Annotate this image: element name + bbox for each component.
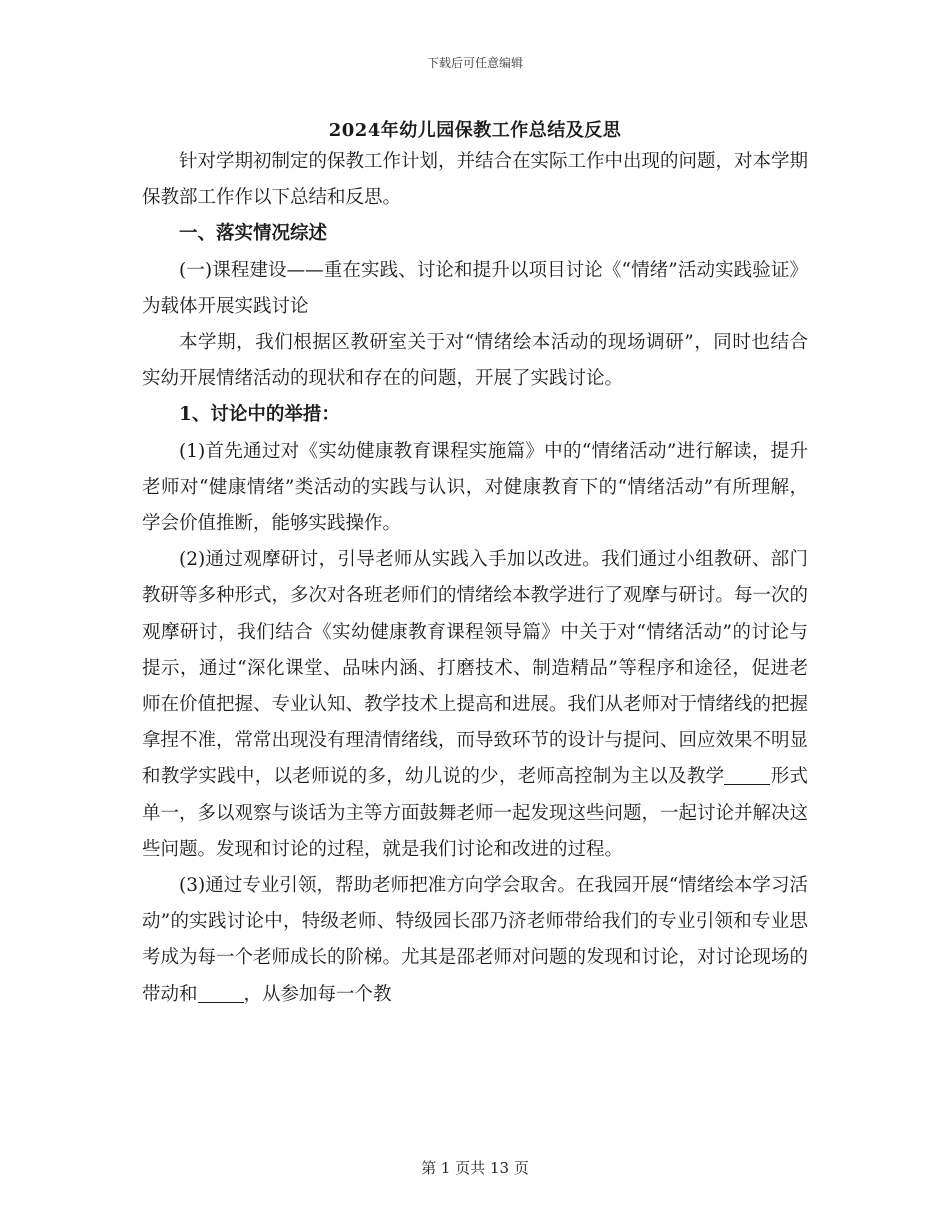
document-body: [142, 144, 808, 1013]
paragraph-intro: 针对学期初制定的保教工作计划，并结合在实际工作中出现的问题，对本学期保教部工作作以下总结和反思。: [142, 151, 809, 209]
paragraph-item-3-part-2: ，从参加每一个教: [243, 983, 392, 1005]
document-title: 2024年幼儿园保教工作总结及反思: [328, 120, 622, 141]
page-footer: 第 1 页共 13 页: [421, 1159, 529, 1177]
paragraph-item-2-part-2: 形式单一，多以观察与谈话为主等方面鼓舞老师一起发现这些问题，一起讨论并解决这些问题。发现和讨论的过程，就是我们讨论和改进的过程。: [142, 766, 809, 860]
paragraph-item-1: (1)首先通过对《实幼健康教育课程实施篇》中的“情绪活动”进行解读，提升老师对“健康情绪”类活动的实践与认识，对健康教育下的“情绪活动”有所理解，学会价值推断，能够实践操作。: [142, 440, 808, 535]
subheading-measures: 1、讨论中的举措：: [179, 404, 340, 426]
fill-blank: [724, 766, 770, 785]
section-heading-1: 一、落实情况综述: [179, 223, 328, 245]
header-note: 下载后可任意编辑: [426, 56, 523, 70]
paragraph-curriculum: (一)课程建设——重在实践、讨论和提升以项目讨论《“情绪”活动实践验证》为载体开展实践讨论: [142, 259, 808, 317]
paragraph-item-2: [142, 542, 808, 868]
paragraph-item-3: [142, 868, 808, 1013]
paragraph-item-2-part-1: (2)通过观摩研讨，引导老师从实践入手加以改进。我们通过小组教研、部门教研等多种形式，多次对各班老师们的情绪绘本教学进行了观摩与研讨。每一次的观摩研讨，我们结合《实幼健康教育课程领导篇》中关于对“情绪活动”的讨论与提示，通过“深化课堂、品味内涵、打磨技术、制造精品”等程序和途径，促进老师在价值把握、专业认知、教学技术上提高和进展。我们从老师对于情绪线的把握拿捏不准，常常出现没有理清情绪线，而导致环节的设计与提问、回应效果不明显和教学实践中，以老师说的多，幼儿说的少，老师高控制为主以及教学: [142, 549, 809, 788]
paragraph-semester: 本学期，我们根据区教研室关于对“情绪绘本活动的现场调研”，同时也结合实幼开展情绪活动的现状和存在的问题，开展了实践讨论。: [142, 332, 808, 390]
fill-blank: [198, 984, 244, 1003]
paragraph-item-3-part-1: (3)通过专业引领，帮助老师把准方向学会取舍。在我园开展“情绪绘本学习活动”的实践讨论中，特级老师、特级园长邵乃济老师带给我们的专业引领和专业思考成为每一个老师成长的阶梯。尤其是邵老师对问题的发现和讨论，对讨论现场的带动和: [142, 875, 809, 1005]
